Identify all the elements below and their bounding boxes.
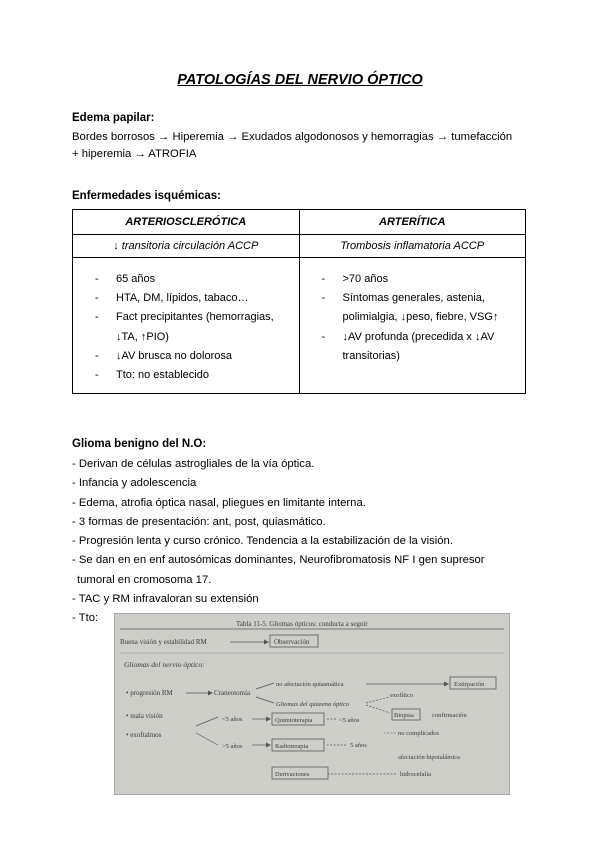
list-item-text: - ↓AV brusca no dolorosa [116, 349, 232, 362]
scan-quimioterapia: Quimioterapia [275, 717, 313, 724]
edema-line-2: + hiperemia → ATROFIA [72, 148, 197, 160]
list-item [300, 289, 526, 327]
list-item-text: - Síntomas generales, astenia, [342, 292, 485, 305]
scan-extirpacion: Extirpación [454, 681, 485, 688]
scan-biopsia: Biopsia [394, 712, 414, 719]
list-item-text: - Tto: no establecido [116, 369, 209, 382]
col-header-arteriosclerotica: ARTERIOSCLERÓTICA [73, 210, 300, 235]
edema-heading: Edema papilar: [72, 112, 155, 124]
glioma-treatment-scan [114, 613, 510, 795]
glioma-line: - 3 formas de presentación: ant, post, quiasmático. [72, 515, 326, 528]
list-item [73, 308, 299, 346]
arteritica-list [300, 270, 526, 366]
scan-derivaciones: Derivaciones [275, 771, 310, 778]
scan-caption: Tabla 11-5. Gliomas ópticos: conducta a seguir [236, 620, 368, 628]
col-sub-arteritica: Trombosis inflamatoria ACCP [299, 235, 526, 258]
glioma-line: - Progresión lenta y curso crónico. Tendencia a la estabilización de la visión. [72, 535, 453, 548]
glioma-list [72, 455, 485, 629]
glioma-line: - Se dan en en enf autosómicas dominantes, Neurofibromatosis NF I gen supresor [72, 554, 485, 567]
col-header-arteritica: ARTERÍTICA [299, 210, 526, 235]
scan-cause-2: • mala visión [126, 712, 163, 720]
list-item-text: transitorias) [342, 349, 400, 362]
isquemicas-table [72, 209, 526, 394]
list-item-text: - 65 años [116, 273, 156, 285]
edema-line-1: Bordes borrosos → Hiperemia → Exudados algodonosos y hemorragias → tumefacción [72, 131, 513, 143]
list-item-text: - HTA, DM, lípidos, tabaco… [116, 292, 249, 305]
scan-no-afectacion: no afectación quiasmática [276, 681, 344, 688]
scan-cause-3: • exoftalmos [126, 731, 162, 739]
scan-confirmacion: confirmación [432, 712, 467, 719]
list-item-text: - ↓AV profunda (precedida x ↓AV [342, 330, 495, 343]
glioma-line: - Edema, atrofia óptica nasal, pliegues en limitante interna. [72, 496, 366, 509]
col-body-arteriosclerotica [73, 258, 300, 394]
scan-craneotomia: Craneotomía [214, 689, 251, 697]
page-title: PATOLOGÍAS DEL NERVIO ÓPTICO [177, 72, 423, 88]
list-item-text: - Fact precipitantes (hemorragias, [116, 311, 274, 324]
scan-section: Gliomas del nervio óptico: [124, 660, 205, 669]
scan-mas5: >5 años [222, 743, 243, 750]
scan-no-complicados: no complicados [398, 730, 439, 737]
scan-quiasma: Gliomas del quiasma óptico [276, 701, 350, 708]
glioma-line: tumoral en cromosoma 17. [77, 573, 212, 586]
list-item [300, 270, 526, 289]
scan-row1-left: Buena visión y estabilidad RM [120, 638, 207, 646]
list-item-text: ↓TA, ↑PIO) [116, 330, 169, 343]
glioma-line: - Infancia y adolescencia [72, 477, 197, 490]
scan-menos5: <5 años [222, 716, 243, 723]
glioma-line: - Derivan de células astrogliales de la vía óptica. [72, 458, 315, 470]
list-item-text: polimialgia, ↓peso, fiebre, VSG↑ [342, 311, 499, 324]
glioma-treatment-diagram [114, 613, 510, 795]
scan-exofitico: exofítico [390, 692, 414, 699]
list-item [73, 347, 299, 366]
scan-cause-1: • progresión RM [126, 689, 173, 697]
glioma-heading: Glioma benigno del N.O: [72, 438, 207, 450]
list-item [300, 328, 526, 366]
list-item [73, 270, 299, 289]
scan-observacion: Observación [274, 638, 310, 646]
list-item-text: - >70 años [342, 273, 389, 285]
list-item [73, 366, 299, 385]
scan-hidrocefalia: hidrocefalia [400, 771, 432, 778]
glioma-line: - Tto: [72, 612, 99, 625]
col-sub-arteriosclerotica: ↓ transitoria circulación ACCP [73, 235, 300, 258]
col-body-arteritica [299, 258, 526, 394]
scan-menos5b: <5 años [339, 717, 360, 724]
glioma-line: - TAC y RM infravaloran su extensión [72, 593, 259, 606]
scan-radioterapia: Radioterapia [275, 743, 309, 750]
scan-mas5b: 5 años [350, 742, 367, 749]
isquemicas-heading: Enfermedades isquémicas: [72, 190, 221, 202]
scan-afect-hipotalamica: afectación hipotalámica [398, 754, 460, 761]
list-item [73, 289, 299, 308]
arteriosclerotica-list [73, 270, 299, 385]
